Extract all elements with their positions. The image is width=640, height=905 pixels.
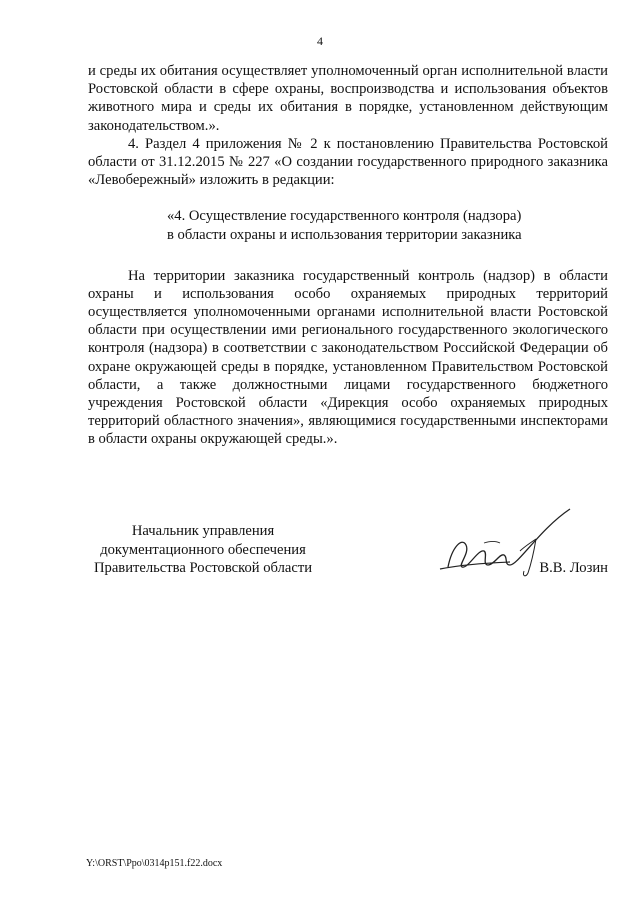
signatory-name: В.В. Лозин	[539, 560, 608, 576]
footer-file-path: Y:\ORST\Ppo\0314p151.f22.docx	[86, 858, 223, 869]
signature-block	[88, 522, 608, 578]
signatory-title-line-1: Начальник управления	[131, 523, 275, 539]
document-body	[88, 62, 608, 449]
signatory-title	[88, 522, 318, 578]
paragraph-continuation: и среды их обитания осуществляет уполномоченный орган исполнительной власти Ростовской области в сфере охраны, воспроизводства и использования объектов животного мира и среды их обитания в порядке, установленном действующим законодательством.».	[88, 63, 608, 134]
page-number: 4	[317, 34, 323, 48]
paragraph-control-description: На территории заказника государственный контроль (надзор) в области охраны и использования особо охраняемых природных территорий осуществляется уполномоченными органами исполнительной власти Ростовской области при осуществлении ими регионального государственного экологического контроля (надзора) в соответствии с законодательством Российской Федерации об охране окружающей среды в порядке, установленном Правительством Ростовской области, а также должностными лицами государственного бюджетного учреждения Ростовской области «Дирекция особо охраняемых природных территорий областного значения», являющимися государственными инспекторами в области охраны окружающей среды.».	[88, 267, 608, 448]
section-heading-line-2: в области охраны и использования территории заказника	[167, 227, 522, 244]
signatory-title-line-2: документационного обеспечения	[100, 541, 306, 558]
spacer	[88, 245, 608, 267]
paragraph-amendment-item-4: 4. Раздел 4 приложения № 2 к постановлению Правительства Ростовской области от 31.12.2015 № 227 «О создании государственного природного заказника «Левобережный» изложить в редакции:	[88, 135, 608, 189]
signatory-title-line-3: Правительства Ростовской области	[93, 560, 313, 577]
section-heading	[88, 207, 608, 244]
section-heading-line-1: «4. Осуществление государственного контроля (надзора)	[167, 208, 522, 225]
